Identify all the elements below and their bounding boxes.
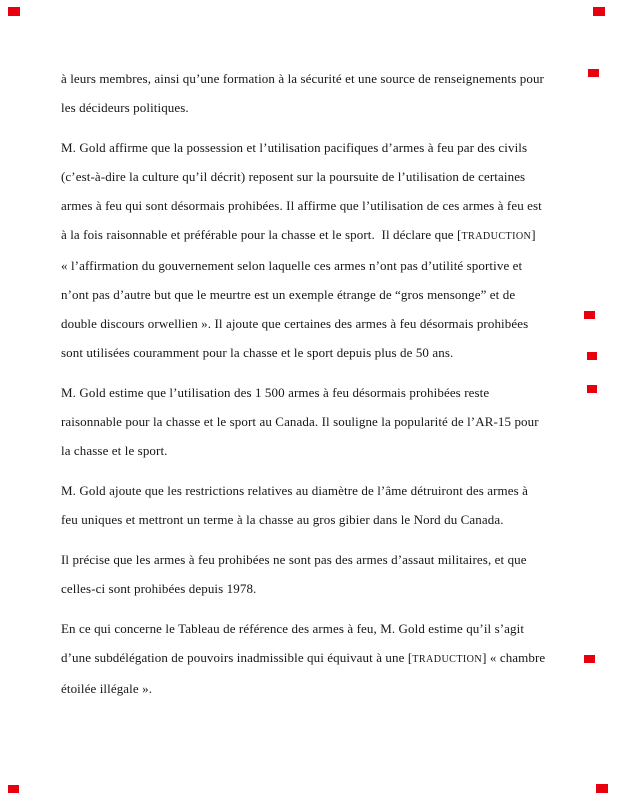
red-marker — [8, 785, 19, 793]
smallcaps-traduction: TRADUCTION — [461, 231, 532, 242]
text-line: les décideurs politiques. — [61, 100, 189, 115]
red-marker — [593, 7, 605, 16]
paragraph-4 — [61, 476, 565, 534]
text-line: M. Gold estime que l’utilisation des 1 500 armes à feu désormais prohibées reste — [61, 385, 490, 400]
text-line: la chasse et le sport. — [61, 443, 168, 458]
red-marker — [596, 784, 608, 793]
text-line: « l’affirmation du gouvernement selon laquelle ces armes n’ont pas d’utilité sportive et — [61, 258, 523, 273]
text-line: à leurs membres, ainsi qu’une formation à la sécurité et une source de renseignements pour — [61, 71, 544, 86]
red-marker — [584, 655, 595, 663]
text-line: sont utilisées couramment pour la chasse et le sport depuis plus de 50 ans. — [61, 345, 454, 360]
text-line: à la fois raisonnable et préférable pour la chasse et le sport. Il déclare que [TRADUCTION] — [61, 227, 536, 242]
text-line: M. Gold affirme que la possession et l’utilisation pacifiques d’armes à feu par des civils — [61, 140, 528, 155]
smallcaps-traduction: TRADUCTION — [412, 654, 483, 665]
paragraph-1 — [61, 64, 565, 122]
red-marker — [587, 385, 597, 393]
paragraph-2 — [61, 133, 565, 367]
text-line: armes à feu qui sont désormais prohibées. Il affirme que l’utilisation de ces armes à feu est — [61, 198, 542, 213]
text-line: n’ont pas d’autre but que le meurtre est un exemple étrange de “gros mensonge” et de — [61, 287, 516, 302]
text-line: d’une subdélégation de pouvoirs inadmissible qui équivaut à une [TRADUCTION] « chambre — [61, 650, 546, 665]
text-line: étoilée illégale ». — [61, 681, 153, 696]
text-line: En ce qui concerne le Tableau de référence des armes à feu, M. Gold estime qu’il s’agit — [61, 621, 525, 636]
text-line: M. Gold ajoute que les restrictions relatives au diamètre de l’âme détruiront des armes à — [61, 483, 528, 498]
text-line: double discours orwellien ». Il ajoute que certaines des armes à feu désormais prohibées — [61, 316, 529, 331]
text-line: feu uniques et mettront un terme à la chasse au gros gibier dans le Nord du Canada. — [61, 512, 504, 527]
red-marker — [588, 69, 599, 77]
red-marker — [8, 7, 20, 16]
text-line: celles-ci sont prohibées depuis 1978. — [61, 581, 257, 596]
text-line: (c’est-à-dire la culture qu’il décrit) reposent sur la poursuite de l’utilisation de certaines — [61, 169, 526, 184]
red-marker — [587, 352, 597, 360]
text-line: raisonnable pour la chasse et le sport au Canada. Il souligne la popularité de l’AR-15 pour — [61, 414, 539, 429]
text-line: Il précise que les armes à feu prohibées ne sont pas des armes d’assaut militaires, et que — [61, 552, 527, 567]
paragraph-5 — [61, 545, 565, 603]
red-marker — [584, 311, 595, 319]
paragraph-6 — [61, 614, 565, 703]
paragraph-3 — [61, 378, 565, 465]
